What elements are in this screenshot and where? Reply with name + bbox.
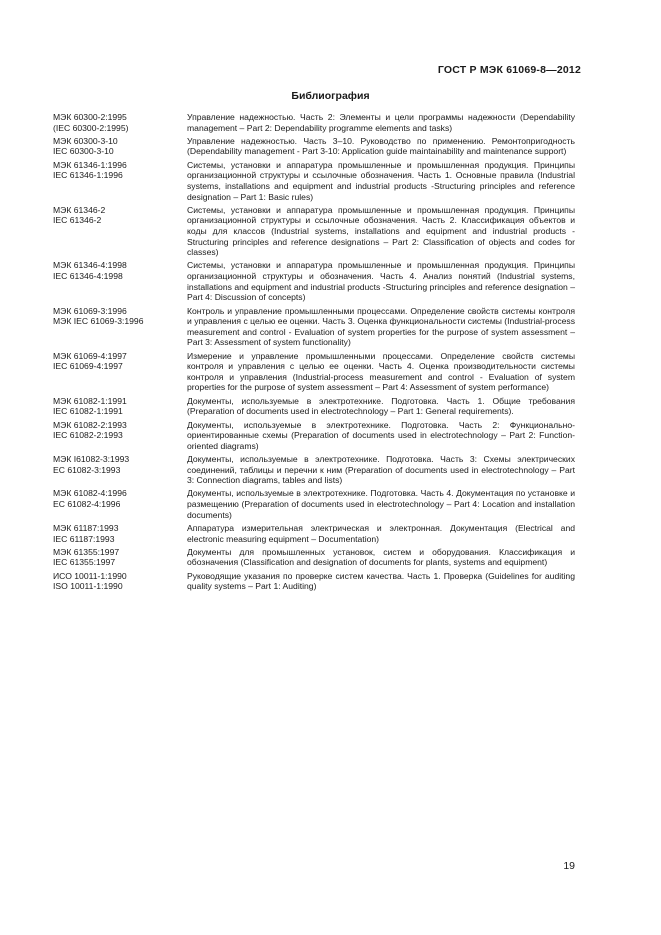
entry-description: Управление надежностью. Часть 2: Элементы и цели программы надежности (Dependability management – Part 2: Dependability programme elements and tasks) xyxy=(187,112,575,133)
reference-code: МЭК 61082-1:1991 xyxy=(53,395,127,406)
entry-description: Аппаратура измерительная электрическая и электронная. Документация (Electrical and electronic measuring equipment – Documentation) xyxy=(187,522,575,544)
bibliography-entry xyxy=(53,420,575,452)
entry-description: Документы для промышленных установок, систем и оборудования. Классификация и обозначения (Classification and designation of documents for plants, systems and equipment) xyxy=(187,546,575,568)
entry-description: Документы, используемые в электротехнике. Подготовка. Часть 3: Схемы электрических соединений, таблицы и перечни к ним (Preparation of documents used in electrotechnology – Part 3: Connection diagrams, tables and lists) xyxy=(187,454,575,486)
entry-references xyxy=(53,488,187,520)
reference-code: МЭК 61346-2 xyxy=(53,204,106,215)
reference-code: МЭК 61082-2:1993 xyxy=(53,419,127,430)
entry-description: Измерение и управление промышленными процессами. Определение свойств системы контроля и управления с целью ее оценки. Часть 4. Оценка производительности системы контроля и управления (Industrial-process measurement and control - Evaluation of system properties for the purpose of system assessment – Part 4: Assessment of system performance) xyxy=(187,350,575,393)
document-header: ГОСТ Р МЭК 61069-8—2012 xyxy=(437,64,581,76)
bibliography-entry xyxy=(53,396,575,417)
reference-code: IEC 61187:1993 xyxy=(53,533,115,544)
reference-code: МЭК 61355:1997 xyxy=(53,546,120,557)
entry-references xyxy=(53,420,187,452)
entry-references xyxy=(53,454,187,486)
reference-code: ISO 10011-1:1990 xyxy=(53,581,123,592)
entry-description: Руководящие указания по проверке систем качества. Часть 1. Проверка (Guidelines for auditing quality systems – Part 1: Auditing) xyxy=(187,570,575,592)
bibliography-entry xyxy=(53,523,575,544)
reference-code: IEC 61346-1:1996 xyxy=(53,170,123,181)
bibliography-entry xyxy=(53,571,575,592)
entry-references xyxy=(53,351,187,393)
section-title: Библиография xyxy=(291,90,370,102)
reference-code: ИСО 10011-1:1990 xyxy=(53,570,127,581)
entry-references xyxy=(53,306,187,348)
reference-code: МЭК 60300-3-10 xyxy=(53,135,118,146)
bibliography-entry xyxy=(53,260,575,302)
bibliography-entry xyxy=(53,205,575,258)
bibliography-entry xyxy=(53,136,575,157)
reference-code: ЕС 61082-4:1996 xyxy=(53,499,121,510)
reference-code: IEC 61346-4:1998 xyxy=(53,271,123,282)
reference-code: МЭК 61069-3:1996 xyxy=(53,305,127,316)
entry-references xyxy=(53,205,187,258)
entry-references xyxy=(53,260,187,302)
bibliography-entry xyxy=(53,306,575,348)
entry-description: Контроль и управление промышленными процессами. Определение свойств системы контроля и управления с целью ее оценки. Часть 3. Оценка функциональности системы (Industrial-process measurement and control - Evaluation of system properties for the purpose of system assessment – Part 3: Assessment of system functionality) xyxy=(187,305,575,348)
reference-code: IEC 60300-3-10 xyxy=(53,146,114,157)
entry-references xyxy=(53,523,187,544)
entry-references xyxy=(53,547,187,568)
bibliography-entry xyxy=(53,454,575,486)
entry-description: Документы, используемые в электротехнике. Подготовка. Часть 1. Общие требования (Preparation of documents used in electrotechnology – Part 1: General requirements). xyxy=(187,395,575,417)
reference-code: МЭК 60300-2:1995 xyxy=(53,112,127,122)
entry-description: Документы, используемые в электротехнике. Подготовка. Часть 2: Функционально-ориентированные схемы (Preparation of documents used in electrotechnology – Part 2: Function-oriented diagrams) xyxy=(187,419,575,451)
reference-code: (IEC 60300-2:1995) xyxy=(53,122,129,133)
entry-description: Системы, установки и аппаратура промышленные и промышленная продукция. Принципы организационной структуры и обозначения. Часть 4. Анализ понятий (Industrial systems, installations and equipment and industrial products -Structuring principles and reference designation – Part 4: Discussion of concepts) xyxy=(187,260,575,303)
entry-description: Системы, установки и аппаратура промышленные и промышленная продукция. Принципы организационной структуры и ссылочные обозначения. Часть 1. Основные правила (Industrial systems, installations and equipment and industrial products -Structuring principles and reference designation – Part 1: Basic rules) xyxy=(187,159,575,202)
entry-description: Документы, используемые в электротехнике. Подготовка. Часть 4. Документация по установке и размещению (Preparation of documents used in electrotechnology – Part 4: Location and installation documents) xyxy=(187,488,575,520)
reference-code: IEC 61355:1997 xyxy=(53,557,116,568)
bibliography-entry xyxy=(53,547,575,568)
reference-code: МЭК 61346-4:1998 xyxy=(53,260,127,271)
entry-description: Системы, установки и аппаратура промышленные и промышленная продукция. Принципы организационной структуры и ссылочные обозначения. Часть 2. Классификация объектов и коды для классов (Industrial systems, installations and equipment and industrial products -Structuring principles and reference designations – Part 2: Classification of objects and codes for classes) xyxy=(187,204,575,258)
entry-references xyxy=(53,571,187,592)
reference-code: ЕС 61082-3:1993 xyxy=(53,464,121,475)
bibliography-entry xyxy=(53,160,575,202)
page-number: 19 xyxy=(563,860,575,872)
reference-code: IEC 61082-2:1993 xyxy=(53,430,123,441)
entry-references xyxy=(53,396,187,417)
reference-code: МЭК 61069-4:1997 xyxy=(53,350,127,361)
bibliography-entry xyxy=(53,351,575,393)
entry-references xyxy=(53,160,187,202)
reference-code: МЭК 61346-1:1996 xyxy=(53,159,127,170)
bibliography-entry xyxy=(53,112,575,133)
reference-code: МЭК 61082-4:1996 xyxy=(53,488,127,499)
reference-code: МЭК IEC 61069-3:1996 xyxy=(53,316,144,327)
bibliography-list xyxy=(53,112,575,595)
reference-code: IEC 61082-1:1991 xyxy=(53,406,123,417)
reference-code: IEC 61069-4:1997 xyxy=(53,361,123,372)
bibliography-entry xyxy=(53,488,575,520)
entry-references xyxy=(53,136,187,157)
entry-description: Управление надежностью. Часть 3–10. Руководство по применению. Ремонтопригодность (Dependability management - Part 3-10: Application guide maintainability and maintenance support) xyxy=(187,135,575,157)
reference-code: МЭК I61082-3:1993 xyxy=(53,454,130,464)
reference-code: МЭК 61187:1993 xyxy=(53,522,119,533)
entry-references xyxy=(53,112,187,133)
reference-code: IEC 61346-2 xyxy=(53,215,102,226)
